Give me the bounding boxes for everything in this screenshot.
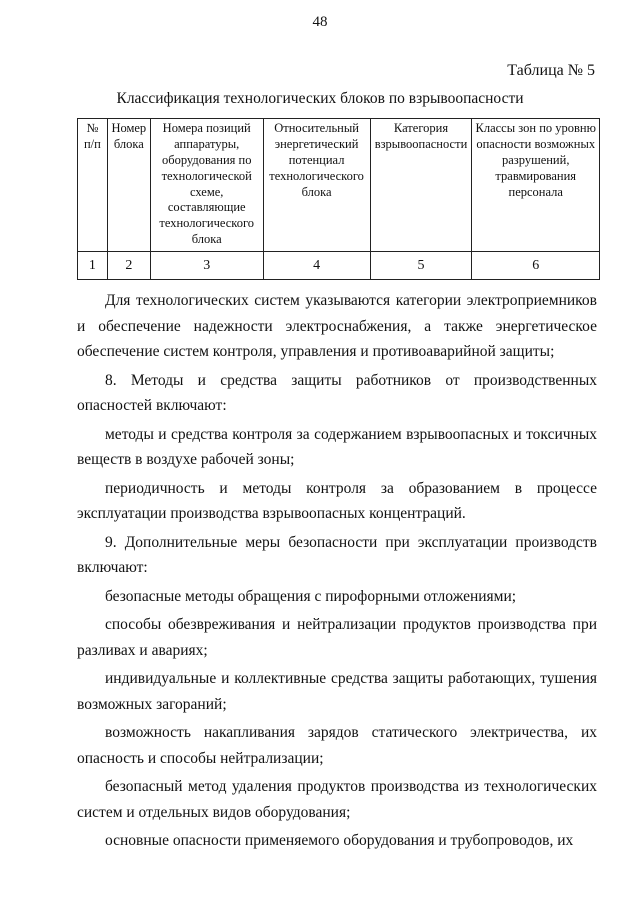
- table-cell: 3: [150, 252, 263, 280]
- table-cell: 1: [78, 252, 108, 280]
- paragraph: основные опасности применяемого оборудования и трубопроводов, их: [105, 832, 574, 849]
- table-cell: 2: [107, 252, 150, 280]
- page-number: 48: [312, 14, 328, 30]
- header-cell-zone-classes: Классы зон по уровню опасности возможных разрушений, травмирования персонала: [472, 119, 600, 252]
- classification-table: [77, 118, 600, 280]
- paragraph: безопасные методы обращения с пирофорными отложениями;: [105, 587, 517, 605]
- table-row: [78, 252, 600, 280]
- table-cell: 4: [263, 252, 370, 280]
- table-cell: 6: [472, 252, 600, 280]
- table-title: Классификация технологических блоков по взрывоопасности: [116, 90, 524, 107]
- table-label: Таблица № 5: [507, 62, 595, 79]
- header-cell-number: № п/п: [78, 119, 108, 252]
- paragraph: периодичность и методы контроля за образованием в процессе эксплуатации производства взрывоопасных концентраций.: [77, 479, 597, 522]
- paragraph: 8. Методы и средства защиты работников от производственных опасностей включают:: [77, 371, 597, 414]
- table-header-row: [78, 119, 600, 252]
- header-cell-positions: Номера позиций аппаратуры, оборудования по технологической схеме, составляющие технологического блока: [150, 119, 263, 252]
- paragraph: безопасный метод удаления продуктов производства из технологических систем и отдельных видов оборудования;: [77, 778, 597, 821]
- paragraph: индивидуальные и коллективные средства защиты работающих, тушения возможных загораний;: [77, 670, 597, 713]
- header-cell-explosion-category: Категория взрывоопасности: [370, 119, 472, 252]
- paragraph: Для технологических систем указываются категории электроприемников и обеспечение надежности электроснабжения, а также энергетическое обеспечение систем контроля, управления и противоаварийной защиты;: [77, 292, 597, 360]
- body-text: [77, 288, 597, 854]
- paragraph: методы и средства контроля за содержанием взрывоопасных и токсичных веществ в воздухе рабочей зоны;: [77, 425, 597, 468]
- header-cell-energy-potential: Относительный энергетический потенциал технологического блока: [263, 119, 370, 252]
- header-cell-block-number: Номер блока: [107, 119, 150, 252]
- paragraph: способы обезвреживания и нейтрализации продуктов производства при разливах и авариях;: [77, 616, 597, 659]
- paragraph: возможность накапливания зарядов статического электричества, их опасность и способы нейтрализации;: [77, 724, 597, 767]
- paragraph: 9. Дополнительные меры безопасности при эксплуатации производств включают:: [77, 533, 597, 576]
- table-cell: 5: [370, 252, 472, 280]
